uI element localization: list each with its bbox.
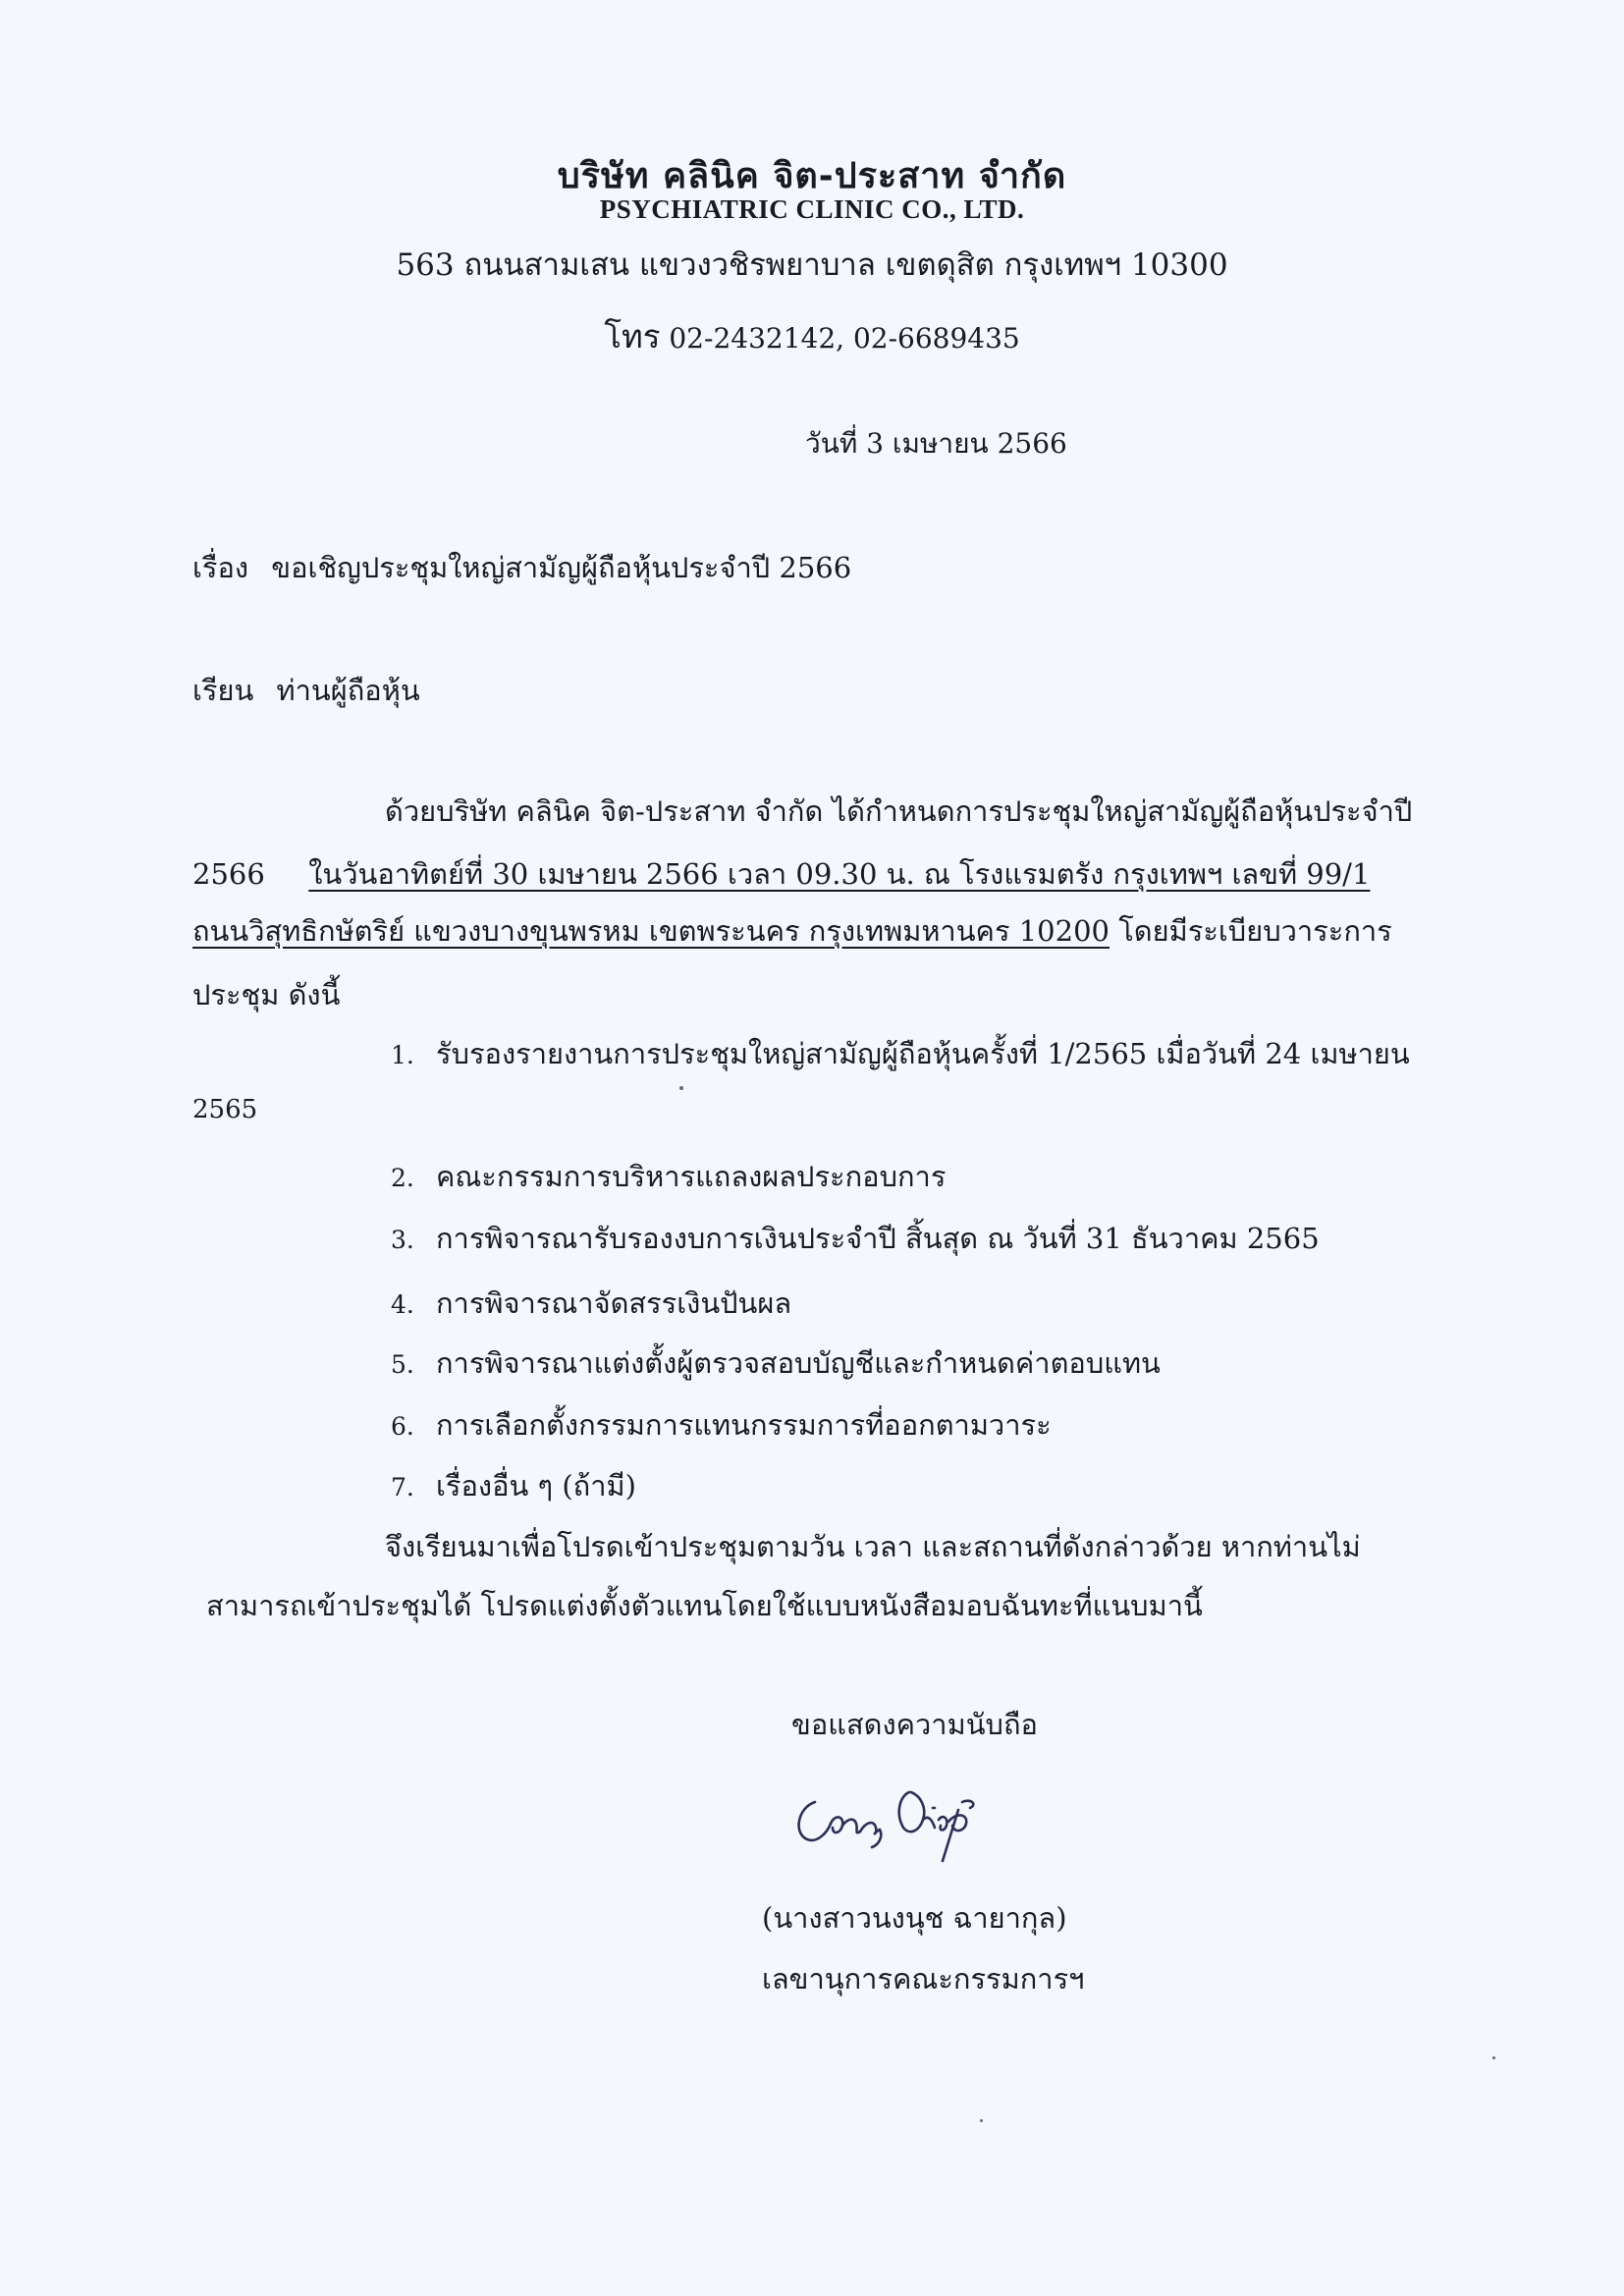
regards-text: ขอแสดงความนับถือ xyxy=(791,1708,1038,1741)
agenda-text: การพิจารณารับรองงบการเงินประจำปี สิ้นสุด ณ วันที่ 31 ธันวาคม 2565 xyxy=(436,1222,1320,1255)
paragraph-line-3 xyxy=(192,908,1392,954)
agenda-item-7 xyxy=(391,1463,636,1508)
agenda-number: 4. xyxy=(391,1290,414,1319)
signer-name: (นางสาวนงนุช ฉายากุล) xyxy=(762,1901,1067,1935)
phone-label: โทร xyxy=(604,317,661,355)
agenda-number: 1. xyxy=(391,1041,414,1069)
paragraph-year: 2566 xyxy=(192,857,265,891)
agenda-number: 6. xyxy=(391,1412,414,1441)
agenda-text: การพิจารณาจัดสรรเงินปันผล xyxy=(436,1286,792,1320)
company-name-english: PSYCHIATRIC CLINIC CO., LTD. xyxy=(599,194,1025,224)
signer-title: เลขานุการคณะกรรมการฯ xyxy=(762,1962,1085,1995)
salutation-line xyxy=(192,668,420,713)
meeting-venue-address: ถนนวิสุทธิกษัตริย์ แขวงบางขุนพรหม เขตพระนคร กรุงเทพมหานคร 10200 xyxy=(192,914,1110,948)
agenda-text: คณะกรรมการบริหารแถลงผลประกอบการ xyxy=(436,1160,947,1193)
company-phone xyxy=(0,310,1624,362)
closing-line-1: จึงเรียนมาเพื่อโปรดเข้าประชุมตามวัน เวลา และสถานที่ดังกล่าวด้วย หากท่านไม่ xyxy=(385,1530,1361,1563)
closing-line-2: สามารถเข้าประชุมได้ โปรดแต่งตั้งตัวแทนโดยใช้แบบหนังสือมอบฉันทะที่แนบมานี้ xyxy=(206,1589,1203,1622)
company-address: 563 ถนนสามเสน แขวงวชิรพยาบาล เขตดุสิต กรุงเทพฯ 10300 xyxy=(396,247,1228,283)
agenda-number: 3. xyxy=(391,1226,414,1254)
meeting-datetime-venue: ในวันอาทิตย์ที่ 30 เมษายน 2566 เวลา 09.30 น. ณ โรงแรมตรัง กรุงเทพฯ เลขที่ 99/1 xyxy=(308,857,1371,891)
agenda-item-2 xyxy=(391,1154,946,1199)
company-name-thai: บริษัท คลินิค จิต-ประสาท จำกัด xyxy=(557,156,1067,196)
subject-label: เรื่อง xyxy=(192,551,249,584)
scan-speck xyxy=(980,2119,983,2122)
agenda-number: 5. xyxy=(391,1350,414,1379)
paragraph-line-3-rest: โดยมีระเบียบวาระการ xyxy=(1118,914,1392,948)
handwritten-signature xyxy=(785,1763,1021,1871)
paragraph-line-4: ประชุม ดังนี้ xyxy=(192,978,341,1011)
agenda-item-1 xyxy=(391,1031,1410,1076)
agenda-text: การเลือกตั้งกรรมการแทนกรรมการที่ออกตามวาระ xyxy=(436,1408,1052,1442)
agenda-item-5 xyxy=(391,1340,1161,1386)
agenda-item-4 xyxy=(391,1281,791,1326)
agenda-item-3 xyxy=(391,1216,1320,1261)
agenda-item-6 xyxy=(391,1402,1052,1448)
agenda-text: รับรองรายงานการประชุมใหญ่สามัญผู้ถือหุ้นครั้งที่ 1/2565 เมื่อวันที่ 24 เมษายน xyxy=(436,1037,1410,1070)
agenda-item-1-continuation: 2565 xyxy=(192,1095,258,1124)
phone-numbers: 02-2432142, 02-6689435 xyxy=(669,322,1020,355)
letter-date: วันที่ 3 เมษายน 2566 xyxy=(805,427,1067,460)
subject-line xyxy=(192,545,851,590)
agenda-text: เรื่องอื่น ๆ (ถ้ามี) xyxy=(436,1469,636,1503)
paragraph-line-1: ด้วยบริษัท คลินิค จิต-ประสาท จำกัด ได้กำหนดการประชุมใหญ่สามัญผู้ถือหุ้นประจำปี xyxy=(385,794,1413,828)
subject-text: ขอเชิญประชุมใหญ่สามัญผู้ถือหุ้นประจำปี 2566 xyxy=(271,551,852,584)
salutation-label: เรียน xyxy=(192,674,254,707)
agenda-number: 2. xyxy=(391,1164,414,1192)
agenda-text: การพิจารณาแต่งตั้งผู้ตรวจสอบบัญชีและกำหนดค่าตอบแทน xyxy=(436,1346,1161,1380)
salutation-text: ท่านผู้ถือหุ้น xyxy=(276,674,420,707)
scan-speck xyxy=(1492,2056,1495,2059)
agenda-number: 7. xyxy=(391,1473,414,1502)
scan-speck xyxy=(679,1086,683,1090)
paragraph-line-2 xyxy=(192,851,1435,897)
